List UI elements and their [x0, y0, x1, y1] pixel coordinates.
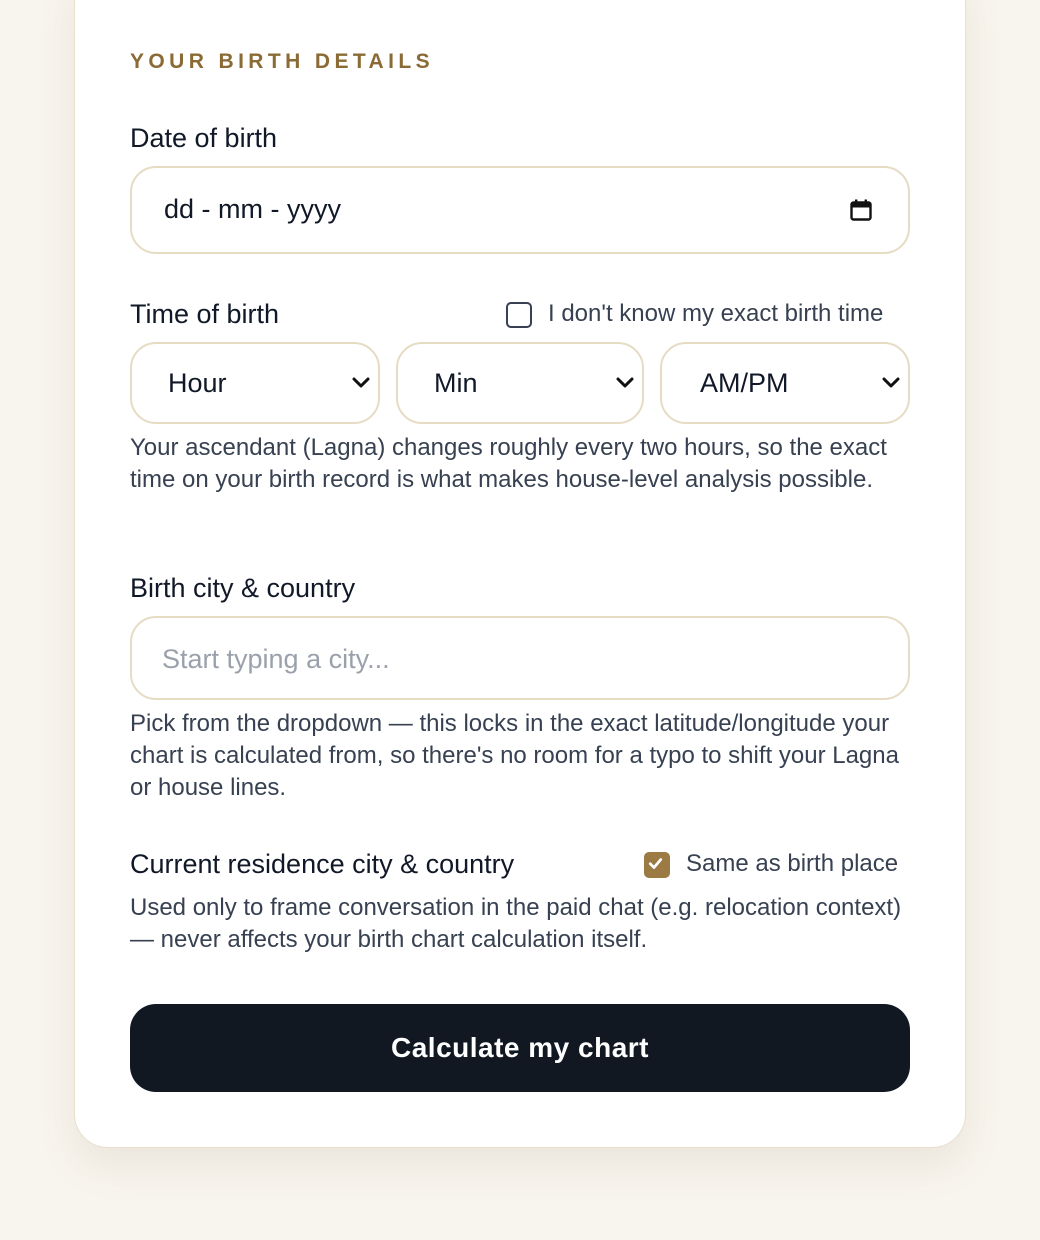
chevron-down-icon	[616, 376, 634, 390]
section-title: YOUR BIRTH DETAILS	[130, 50, 434, 73]
date-of-birth-input[interactable]	[130, 166, 910, 254]
birth-city-label: Birth city & country	[130, 573, 356, 603]
residence-label: Current residence city & country	[130, 849, 515, 879]
residence-help-text: Used only to frame conversation in the paid chat (e.g. relocation context) — never affects your birth chart calculation itself.	[130, 894, 902, 953]
unknown-time-checkbox[interactable]	[506, 302, 532, 328]
unknown-time-label[interactable]: I don't know my exact birth time	[548, 300, 884, 327]
calculate-chart-button[interactable]: Calculate my chart	[130, 1004, 910, 1092]
ampm-select[interactable]	[660, 342, 910, 424]
calendar-icon[interactable]	[850, 199, 872, 221]
minute-select[interactable]	[396, 342, 644, 424]
date-value: dd - mm - yyyy	[164, 194, 342, 224]
same-as-birth-label[interactable]: Same as birth place	[686, 850, 899, 877]
chevron-down-icon	[882, 376, 900, 390]
time-help-text: Your ascendant (Lagna) changes roughly every two hours, so the exact time on your birth record is what makes house-level analysis possible.	[130, 434, 887, 493]
same-as-birth-checkbox[interactable]	[644, 852, 670, 878]
birth-city-help-text: Pick from the dropdown — this locks in the exact latitude/longitude your chart is calculated from, so there's no room for a typo to shift your Lagna or house lines.	[130, 710, 899, 801]
minute-select-value: Min	[434, 368, 478, 398]
time-of-birth-label: Time of birth	[130, 299, 280, 329]
ampm-select-value: AM/PM	[700, 368, 789, 398]
birth-city-input[interactable]	[160, 636, 884, 682]
birth-city-field[interactable]	[130, 616, 910, 700]
hour-select[interactable]	[130, 342, 380, 424]
chevron-down-icon	[352, 376, 370, 390]
checkmark-icon	[646, 854, 668, 876]
hour-select-value: Hour	[168, 368, 227, 398]
date-of-birth-label: Date of birth	[130, 123, 278, 153]
